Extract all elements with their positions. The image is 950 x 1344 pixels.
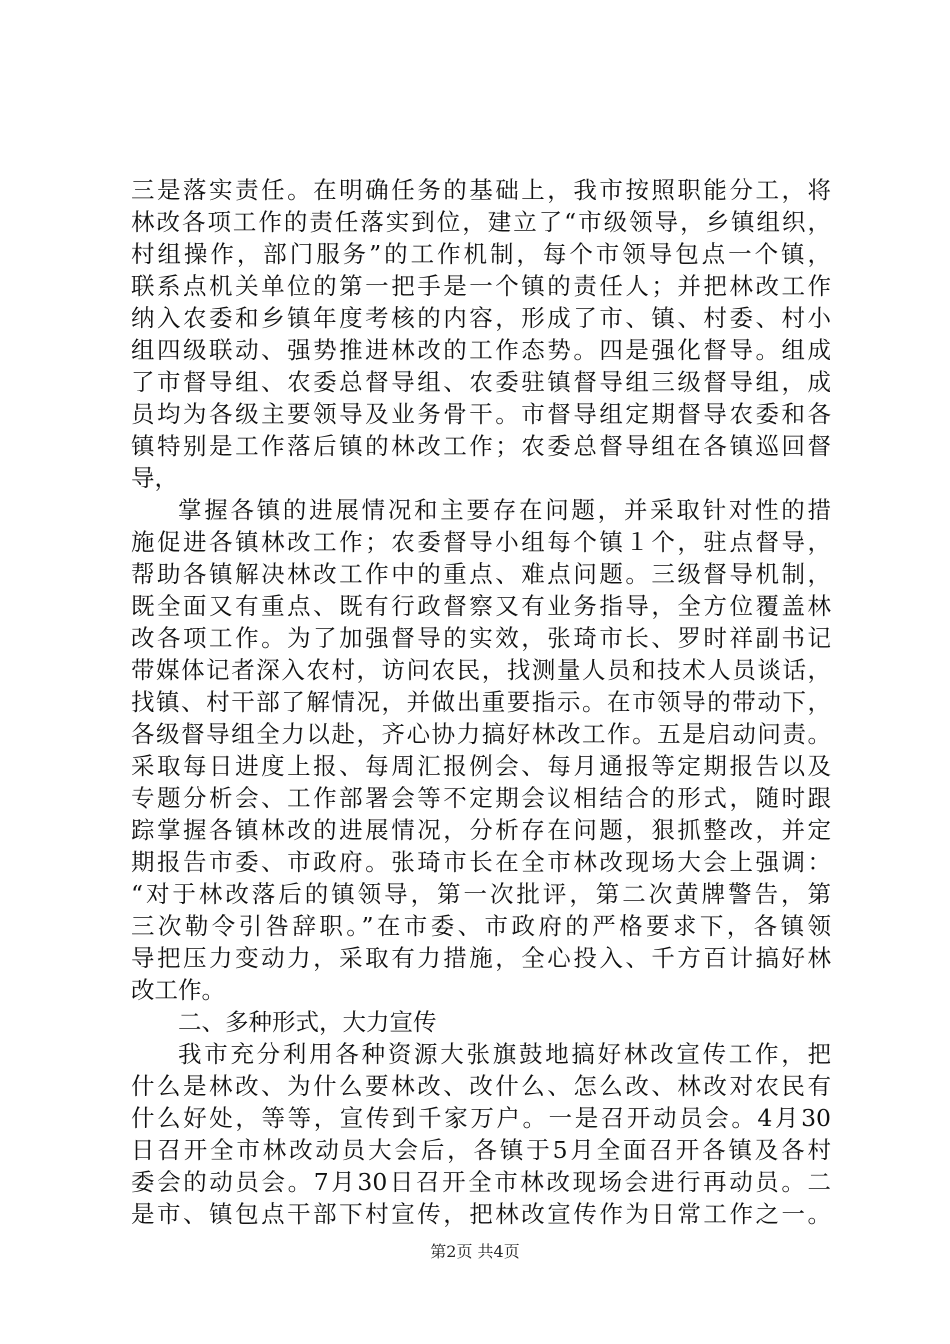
text-line: 了市督导组、农委总督导组、农委驻镇督导组三级督导组，成 bbox=[131, 368, 831, 396]
text-line: 镇特别是工作落后镇的林改工作；农委总督导组在各镇巡回督 bbox=[131, 432, 831, 460]
text-line: 是市、镇包点干部下村宣传，把林改宣传作为日常工作之一。 bbox=[131, 1200, 831, 1228]
text-line: 专题分析会、工作部署会等不定期会议相结合的形式，随时跟 bbox=[131, 784, 831, 812]
text-line: 踪掌握各镇林改的进展情况，分析存在问题，狠抓整改，并定 bbox=[131, 816, 831, 844]
text-line: 既全面又有重点、既有行政督察又有业务指导，全方位覆盖林 bbox=[131, 592, 831, 620]
text-line: 村组操作，部门服务”的工作机制，每个市领导包点一个镇， bbox=[131, 240, 831, 268]
text-line: “对于林改落后的镇领导，第一次批评，第二次黄牌警告，第 bbox=[131, 880, 831, 908]
text-line: 我市充分利用各种资源大张旗鼓地搞好林改宣传工作，把 bbox=[178, 1040, 831, 1068]
text-line: 改工作。 bbox=[131, 976, 225, 1004]
text-line: 导， bbox=[131, 464, 178, 492]
text-line: 三是落实责任。在明确任务的基础上，我市按照职能分工，将 bbox=[131, 176, 831, 204]
text-line: 各级督导组全力以赴，齐心协力搞好林改工作。五是启动问责。 bbox=[131, 720, 831, 748]
text-line: 施促进各镇林改工作；农委督导小组每个镇１个，驻点督导， bbox=[131, 528, 831, 556]
page-footer: 第2页 共4页 bbox=[430, 1242, 520, 1261]
text-line: 员均为各级主要领导及业务骨干。市督导组定期督导农委和各 bbox=[131, 400, 831, 428]
document-body bbox=[131, 174, 831, 1230]
text-line: 带媒体记者深入农村，访问农民，找测量人员和技术人员谈话， bbox=[131, 656, 831, 684]
text-line: 日召开全市林改动员大会后，各镇于5月全面召开各镇及各村 bbox=[131, 1136, 831, 1164]
text-line: 什么好处，等等，宣传到千家万户。一是召开动员会。4月30 bbox=[131, 1104, 831, 1132]
text-line: 林改各项工作的责任落实到位，建立了“市级领导，乡镇组织， bbox=[131, 208, 831, 236]
text-line: 纳入农委和乡镇年度考核的内容，形成了市、镇、村委、村小 bbox=[131, 304, 831, 332]
text-line: 二、多种形式，大力宣传 bbox=[178, 1008, 437, 1036]
text-line: 帮助各镇解决林改工作中的重点、难点问题。三级督导机制， bbox=[131, 560, 831, 588]
text-line: 采取每日进度上报、每周汇报例会、每月通报等定期报告以及 bbox=[131, 752, 831, 780]
text-line: 委会的动员会。7月30日召开全市林改现场会进行再动员。二 bbox=[131, 1168, 831, 1196]
text-line: 什么是林改、为什么要林改、改什么、怎么改、林改对农民有 bbox=[131, 1072, 831, 1100]
text-line: 改各项工作。为了加强督导的实效，张琦市长、罗时祥副书记 bbox=[131, 624, 831, 652]
text-line: 掌握各镇的进展情况和主要存在问题，并采取针对性的措 bbox=[178, 496, 831, 524]
text-line: 组四级联动、强势推进林改的工作态势。四是强化督导。组成 bbox=[131, 336, 831, 364]
text-line: 三次勒令引咎辞职。”在市委、市政府的严格要求下，各镇领 bbox=[131, 912, 831, 940]
text-line: 期报告市委、市政府。张琦市长在全市林改现场大会上强调： bbox=[131, 848, 831, 876]
text-line: 找镇、村干部了解情况，并做出重要指示。在市领导的带动下， bbox=[131, 688, 831, 716]
text-line: 联系点机关单位的第一把手是一个镇的责任人；并把林改工作 bbox=[131, 272, 831, 300]
text-line: 导把压力变动力，采取有力措施，全心投入、千方百计搞好林 bbox=[131, 944, 831, 972]
